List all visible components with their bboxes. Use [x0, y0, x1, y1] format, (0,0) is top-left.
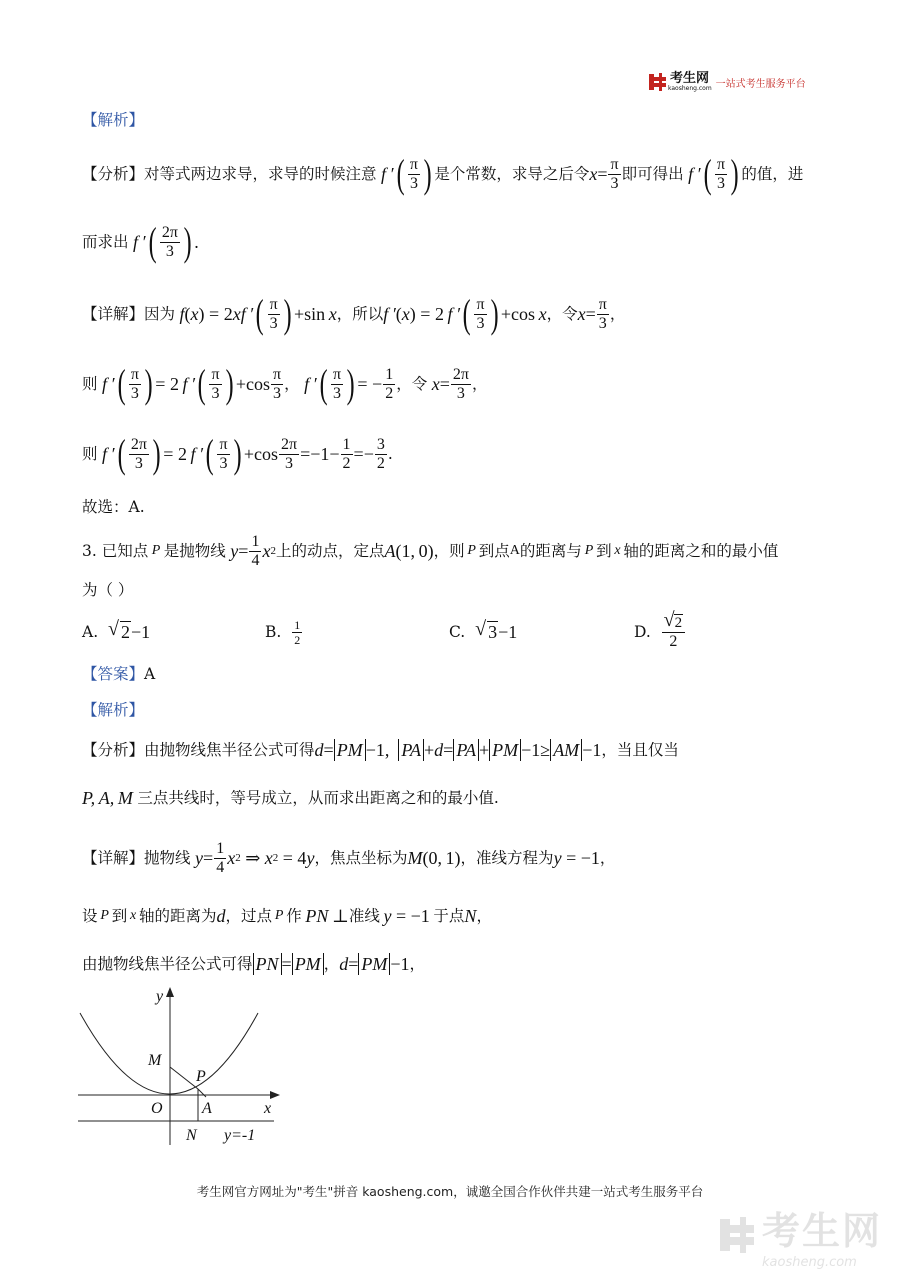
math: $\frac{\pi}{3}$ [409, 155, 418, 192]
math: = 2 [163, 444, 187, 464]
text: 到点 [478, 542, 510, 560]
math: f ′ [683, 164, 701, 184]
option-b [265, 612, 303, 652]
text: 则 [82, 375, 98, 393]
math: $\frac{\pi}{3}$ [219, 435, 228, 472]
math: PN [253, 953, 282, 975]
text: ，准线方程为 [460, 849, 554, 867]
text: 是个常数，求导之后令 [434, 165, 590, 183]
by-line [82, 950, 425, 978]
math: −1 [498, 622, 518, 642]
math: (1, 0) [395, 541, 434, 561]
math: x [190, 304, 199, 324]
watermark [718, 1200, 882, 1270]
math: = −1 [391, 906, 434, 926]
let-line [82, 902, 492, 930]
math: x [127, 908, 140, 923]
math: √ $\frac{2}{2}$ [662, 614, 686, 651]
detail-tag: 【详解】 [82, 305, 145, 323]
math: +cos [500, 304, 535, 324]
text: 设 [82, 907, 98, 925]
math: ) [730, 151, 739, 196]
text: . [387, 445, 393, 463]
math: $\frac{1}{2}$ [294, 617, 301, 647]
logo-domain: kaosheng.com [668, 85, 712, 92]
text: 到 [111, 907, 128, 925]
math: M [407, 848, 423, 868]
option-label: D. [634, 623, 651, 641]
math: $\frac{1}{2}$ [342, 435, 351, 472]
label-p: P [196, 1068, 206, 1085]
math: √ 3 [475, 622, 498, 642]
analysis2-line-1 [82, 736, 679, 764]
answer [82, 664, 155, 684]
math: f ′ [299, 374, 317, 394]
math: PM [358, 953, 390, 975]
math: x [589, 164, 598, 184]
text: 轴的距离为 [139, 907, 217, 925]
footer-text: 考生网官方网址为"考生"拼音 kaosheng.com，诚邀全国合作伙伴共建一站式考生服务平台 [196, 1184, 704, 1199]
math: = [439, 374, 450, 394]
math: $\frac{\pi}{3}$ [610, 155, 619, 192]
text: ，令 [546, 305, 578, 323]
math: P [97, 908, 112, 923]
kaosheng-logo-icon [648, 72, 668, 92]
math: ( [319, 361, 328, 406]
math: −1 [130, 622, 151, 642]
math: x [262, 541, 271, 561]
math: $\frac{3}{2}$ [376, 435, 385, 472]
label-a: A [202, 1100, 212, 1117]
text: 轴的距离之和的最小值 [623, 542, 779, 560]
math: A [509, 543, 520, 558]
text: 三点共线时，等号成立，从而求出距离之和的最小值. [137, 789, 499, 807]
math: x [325, 304, 337, 324]
math: 2 [272, 852, 279, 864]
text: 到 [596, 542, 612, 560]
label-directrix: y=-1 [224, 1127, 256, 1144]
math: xf ′ [232, 304, 254, 324]
text: 于点 [433, 907, 465, 925]
math: $\frac{\pi}{3}$ [598, 295, 607, 332]
math: ⇒ [240, 848, 265, 868]
math: ) [183, 219, 192, 264]
math: ( [396, 151, 405, 196]
math: ) = 2 [409, 304, 444, 324]
text: 由抛物线焦半径公式可得 [82, 955, 253, 973]
math: $\frac{1}{4}$ [216, 839, 225, 876]
math: d [314, 740, 324, 760]
math: + [424, 740, 435, 760]
math: PA [398, 739, 424, 761]
then-line-2 [82, 430, 393, 478]
math: ) [233, 431, 242, 476]
math: $\frac{\pi}{3}$ [130, 365, 139, 402]
text: ，过点 [225, 907, 273, 925]
math: −1 [390, 954, 410, 974]
math: $\frac{2\pi}{3}$ [452, 365, 469, 402]
math: = [597, 164, 608, 184]
text: 因为 [144, 305, 176, 323]
text: ，当且仅当 [601, 741, 679, 759]
math: 2 [235, 852, 241, 864]
math: . [194, 232, 199, 252]
section-heading-jiexi-2: 【解析】 [82, 701, 145, 719]
text: ，所以 [336, 305, 384, 323]
label-x: x [264, 1100, 272, 1117]
text: 3. 已知点 [82, 542, 149, 560]
option-label: C. [449, 623, 466, 641]
math: −1 [582, 740, 602, 760]
text: ，令 [396, 375, 428, 393]
math: ⊥ [328, 906, 349, 926]
math: x [535, 304, 547, 324]
math: f ′ [443, 304, 461, 324]
watermark-text: 考生网 [762, 1209, 883, 1253]
math: = [443, 740, 454, 760]
math: x [577, 304, 586, 324]
detail-line-1 [82, 290, 625, 338]
math: N [464, 906, 477, 926]
math: = − [357, 374, 383, 394]
math: +cos [235, 374, 270, 394]
math: P [581, 543, 597, 558]
segment-pa [198, 1089, 206, 1097]
option-label: B. [265, 623, 282, 641]
answer-value: A [144, 665, 156, 683]
math: $\frac{1}{4}$ [251, 532, 260, 569]
text: ， [599, 849, 616, 867]
text: 作 [286, 907, 302, 925]
math: P [148, 543, 164, 558]
math: ( [197, 361, 206, 406]
math: +cos [243, 444, 278, 464]
text: ， [476, 907, 492, 925]
math: $\frac{\pi}{3}$ [716, 155, 726, 192]
parabola-curve [80, 1013, 258, 1094]
math: ( [184, 304, 191, 324]
math: A [384, 541, 396, 561]
answer-tag: 【答案】 [82, 665, 145, 683]
math: f ′ [97, 444, 115, 464]
math: x [227, 848, 236, 868]
text: ， [284, 375, 300, 393]
math: PM [334, 739, 366, 761]
math: ( [205, 431, 214, 476]
math: ) [152, 431, 161, 476]
math: d [216, 906, 226, 926]
math: −1, [365, 740, 399, 760]
math: = 2 [155, 374, 179, 394]
option-label: A. [82, 623, 99, 641]
math: AM [550, 739, 582, 761]
math: f ′ [128, 232, 146, 252]
math: =− [353, 444, 374, 464]
text: 则 [82, 445, 98, 463]
math: PM [292, 953, 324, 975]
analysis2-line-2 [82, 784, 499, 812]
text: 是抛物线 [163, 542, 226, 560]
math: y [379, 906, 392, 926]
math: ) [490, 291, 499, 336]
math: + [479, 740, 490, 760]
math: =−1− [300, 444, 340, 464]
math: d [434, 740, 444, 760]
detail-tag: 【详解】 [82, 849, 145, 867]
label-o: O [151, 1100, 163, 1117]
math: $\frac{2\pi}{3}$ [130, 435, 147, 472]
math: y [306, 848, 315, 868]
math: ( [255, 291, 264, 336]
math: 2 [270, 545, 276, 557]
conclusion: 故选：A. [82, 498, 145, 516]
label-n: N [186, 1127, 197, 1144]
math: P [464, 543, 479, 558]
text: ， [323, 955, 340, 973]
analysis-line-2 [82, 218, 199, 266]
option-d [634, 612, 686, 652]
math: ( [117, 431, 126, 476]
math: = [238, 541, 249, 561]
question-3-line-1 [82, 528, 778, 574]
math: = 4 [278, 848, 307, 868]
math: +sin [293, 304, 326, 324]
math: $\frac{\pi}{3}$ [332, 365, 342, 402]
math: = [348, 954, 359, 974]
text: ， [609, 305, 626, 323]
analysis-tag: 【分析】 [82, 741, 145, 759]
text: ， [471, 375, 488, 393]
math: f ′ [383, 304, 396, 324]
logo-slogan: 一站式考生服务平台 [715, 78, 806, 90]
math: ) [423, 151, 432, 196]
segment-mp [170, 1067, 198, 1089]
math: ) = 2 [198, 304, 233, 324]
math: $\frac{1}{2}$ [385, 365, 394, 402]
math: y [553, 848, 562, 868]
text: 即可得出 [621, 165, 684, 183]
math: PN [301, 906, 329, 926]
header-logo [648, 72, 806, 92]
logo-name: 考生网 [670, 71, 710, 86]
watermark-logo-icon [718, 1215, 758, 1255]
math: ) [283, 291, 292, 336]
text: 的距离与 [519, 542, 582, 560]
math: = [203, 848, 214, 868]
parabola-figure [78, 985, 288, 1150]
math: ) [225, 361, 234, 406]
then-line-1 [82, 360, 487, 408]
option-c [449, 612, 517, 652]
watermark-sub: kaosheng.com [762, 1255, 857, 1270]
math: = [281, 954, 292, 974]
math: f ′ [97, 374, 115, 394]
math: y [225, 541, 239, 561]
text: 的值，进 [741, 165, 804, 183]
math: $\frac{2\pi}{3}$ [161, 223, 178, 260]
math: x [264, 848, 273, 868]
text: 抛物线 [144, 849, 191, 867]
math: $\frac{\pi}{3}$ [269, 295, 278, 332]
text: 上的动点，定点 [275, 542, 385, 560]
math: √ 2 [108, 622, 131, 642]
math: $\frac{\pi}{3}$ [211, 365, 220, 402]
math: ( [703, 151, 712, 196]
math: x [401, 304, 410, 324]
analysis-tag: 【分析】 [82, 165, 145, 183]
math: f ′ [186, 444, 204, 464]
text: 而求出 [82, 233, 129, 251]
math: $\frac{\pi}{3}$ [273, 365, 282, 402]
math: ( [148, 219, 157, 264]
label-y: y [156, 988, 164, 1005]
analysis-line-1 [82, 150, 803, 198]
math: ( [395, 304, 402, 324]
text: ， [409, 955, 426, 973]
math: (0, 1) [422, 848, 461, 868]
math: −1≥ [521, 740, 551, 760]
x-axis-arrow-icon [270, 1091, 280, 1099]
math: $\frac{\pi}{3}$ [476, 295, 485, 332]
math: ( [117, 361, 126, 406]
text: 准线 [348, 907, 380, 925]
math: = [323, 740, 334, 760]
text: 对等式两边求导，求导的时候注意 [144, 165, 377, 183]
option-a [82, 612, 150, 652]
math: $\frac{2\pi}{3}$ [281, 435, 298, 472]
math: PA [453, 739, 479, 761]
question-3-line-2: 为（ ） [82, 581, 134, 599]
math: = [585, 304, 596, 324]
math: P [272, 908, 287, 923]
y-axis-arrow-icon [166, 987, 174, 997]
math: PM [489, 739, 521, 761]
math: x [427, 374, 440, 394]
math: f ′ [376, 164, 394, 184]
math: f ′ [178, 374, 196, 394]
math: f [175, 304, 185, 324]
detail2-line-1 [82, 834, 615, 882]
text: ，则 [433, 542, 465, 560]
math: ) [144, 361, 153, 406]
math: d [339, 954, 349, 974]
math: y [190, 848, 204, 868]
text: 由抛物线焦半径公式可得 [144, 741, 315, 759]
math: ) [346, 361, 355, 406]
label-m: M [148, 1052, 162, 1069]
text: ，焦点坐标为 [314, 849, 408, 867]
math: P, A, M [82, 788, 138, 808]
math: ( [462, 291, 471, 336]
math: x [611, 543, 624, 558]
section-heading-jiexi: 【解析】 [82, 111, 145, 129]
math: = −1 [561, 848, 600, 868]
